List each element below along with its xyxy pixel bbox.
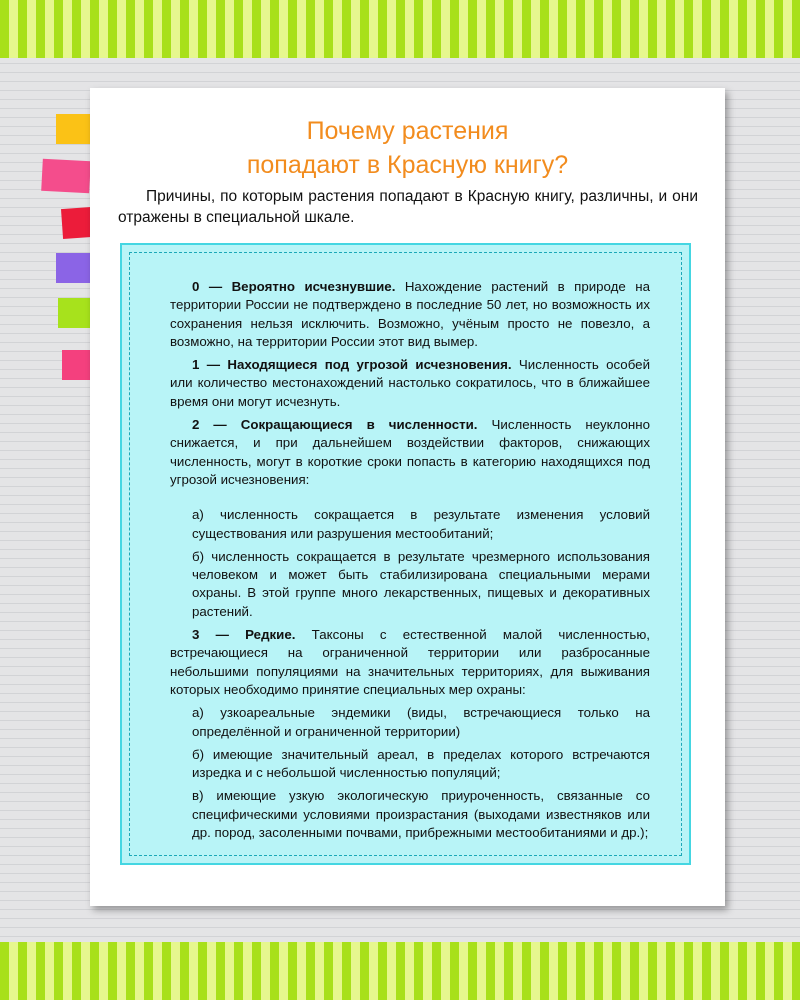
bookmark-tab-6: [62, 350, 92, 380]
scale-text: [170, 278, 650, 847]
bookmark-tab-4: [56, 253, 90, 283]
category-1-text: Численность особей или количество местонахождений настолько сократилось, что в ближайшее время они могут исчезнуть.: [170, 357, 650, 409]
category-2-text: Численность неуклонно снижается, и при дальнейшем воздействии факторов, снижающих численность, могут в короткие сроки попасть в категорию находящихся под угрозой исчезновения:: [170, 417, 650, 487]
page-sheet: [90, 88, 725, 906]
bookmark-tab-2: [41, 159, 91, 193]
category-2-heading: 2 — Сокращающиеся в численности.: [192, 417, 478, 433]
category-3-item-b: б) имеющие значительный ареал, в пределах которого встречаются изредка и с небольшой численностью популяций;: [192, 746, 650, 781]
top-stripe-band: [0, 0, 800, 58]
category-3: [170, 626, 650, 699]
title-line-1: Почему растения: [306, 117, 509, 145]
category-3-item-c: в) имеющие узкую экологическую приуроченность, связанные со специфическими условиями произрастания (выходами известняков или др. пород, засоленными почвами, прибрежными местообитаниями и др.);: [192, 788, 650, 841]
category-3-heading: 3 — Редкие.: [192, 627, 296, 643]
bottom-stripe-band: [0, 942, 800, 1000]
intro-paragraph: Причины, по которым растения попадают в Красную книгу, различны, и они отражены в специальной шкале.: [118, 188, 698, 226]
spacer: [170, 494, 650, 506]
category-0-text: Нахождение растений в природе на территории России не подтверждено в последние 50 лет, но возможность их сохранения нельзя исключить. Возможно, учёным просто не повезло, а возможно, на территории России этот вид вымер.: [170, 279, 650, 349]
category-3-text: Таксоны с естественной малой численностью, встречающиеся на ограниченной территории или разбросанные небольшими популяциями на значительных территориях, для выживания которых необходимо принятие специальных мер охраны:: [170, 627, 650, 697]
category-2-item-a: а) численность сокращается в результате изменения условий существования или разрушения местообитаний;: [192, 507, 650, 541]
category-1: [170, 356, 650, 411]
category-2: [170, 416, 650, 489]
bookmark-tab-1: [56, 114, 90, 144]
bookmark-tab-3: [61, 207, 93, 239]
red-book-scale-box: [120, 243, 691, 865]
category-1-heading: 1 — Находящиеся под угрозой исчезновения.: [192, 357, 512, 373]
category-3-item-a: а) узкоареальные эндемики (виды, встречающиеся только на определённой и ограниченной территории): [192, 705, 650, 739]
bookmark-tab-5: [58, 298, 92, 328]
page-title: [90, 114, 725, 182]
category-0-heading: 0 — Вероятно исчезнувшие.: [192, 279, 396, 294]
category-0: [170, 278, 650, 351]
title-line-2: попадают в Красную книгу?: [246, 151, 569, 179]
category-2-item-b: б) численность сокращается в результате чрезмерного использования человеком и может быть стабилизирована специальными мерами охраны. В этой группе много лекарственных, пищевых и декоративных растений.: [192, 548, 650, 619]
